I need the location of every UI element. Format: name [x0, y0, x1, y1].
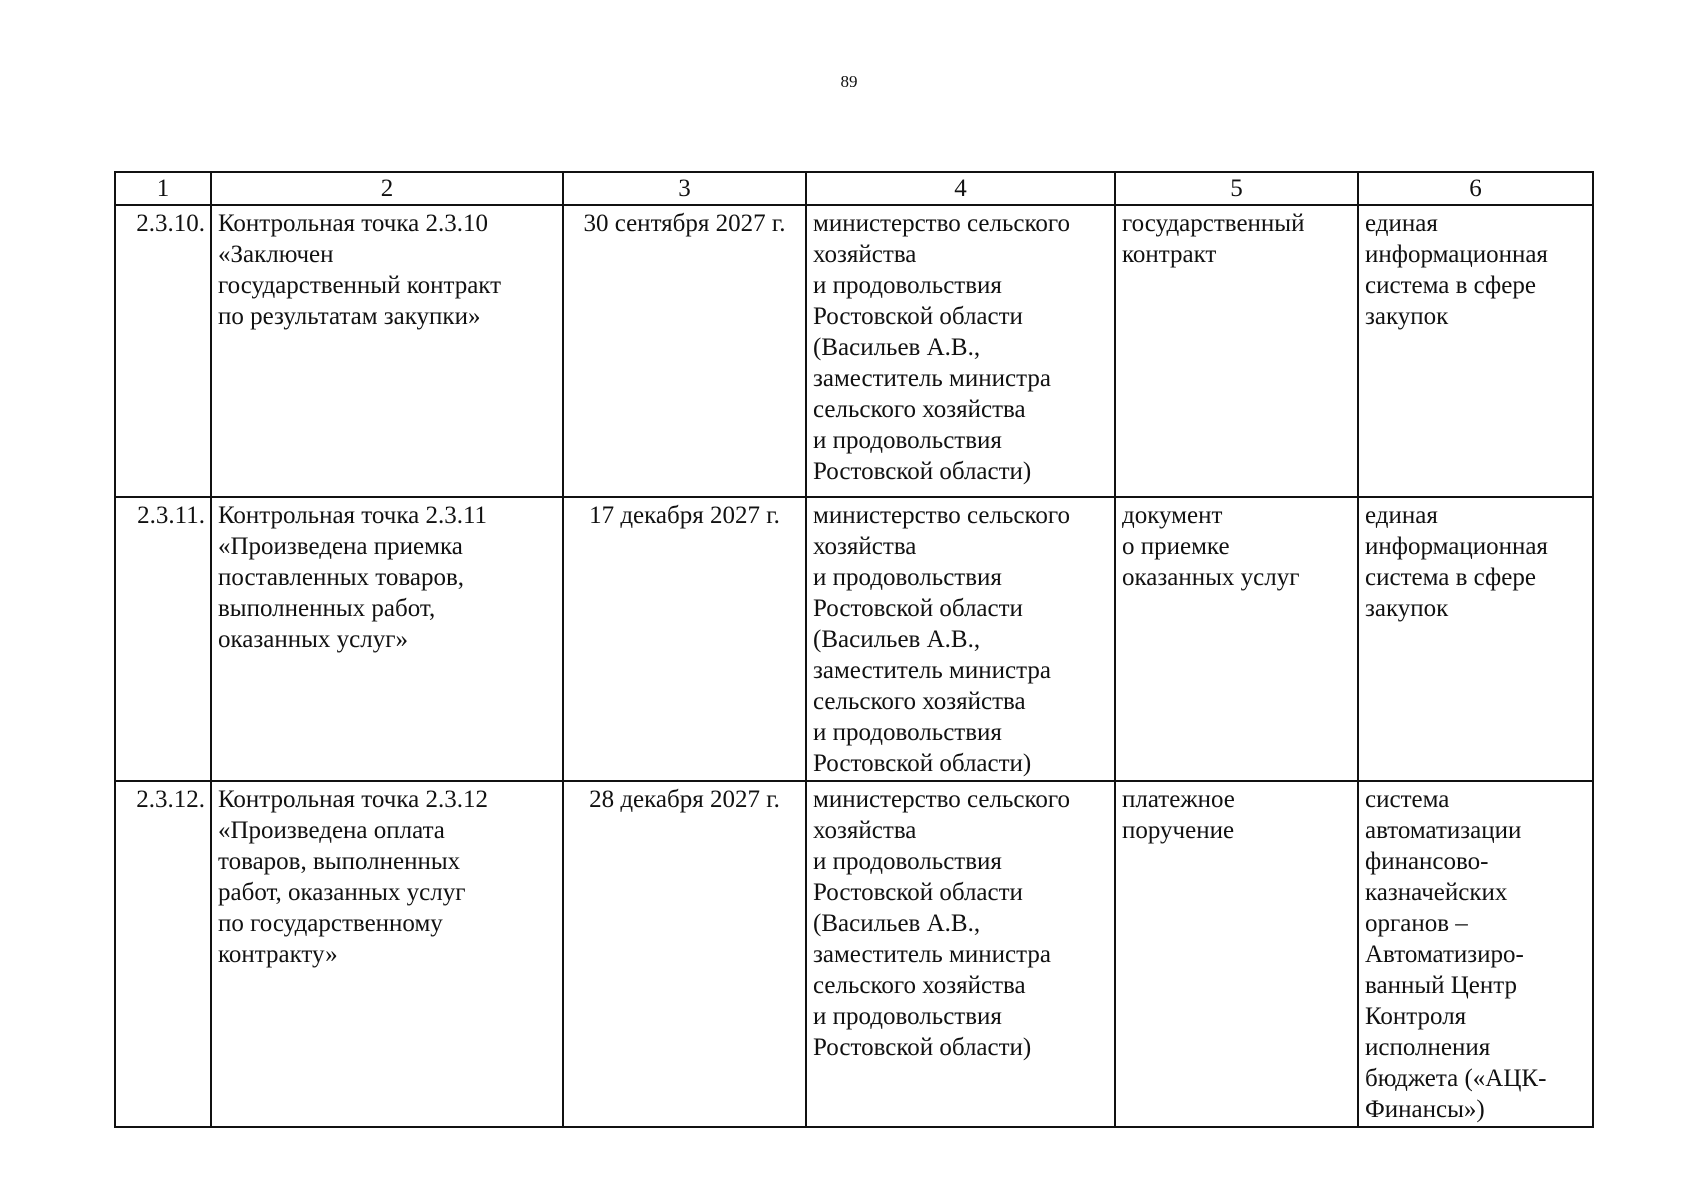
table-row — [115, 205, 1593, 497]
confirming-document: документ о приемке оказанных услуг — [1115, 497, 1358, 781]
header-col-5: 5 — [1115, 172, 1358, 205]
control-point-title: Контрольная точка 2.3.12 «Произведена оплата товаров, выполненных работ, оказанных услуг по государственному контракту» — [211, 781, 563, 1127]
table-header-row — [115, 172, 1593, 205]
confirming-document: государственный контракт — [1115, 205, 1358, 497]
row-number: 2.3.12. — [115, 781, 211, 1127]
responsible-party: министерство сельского хозяйства и продовольствия Ростовской области (Васильев А.В., заместитель министра сельского хозяйства и продовольствия Ростовской области) — [806, 497, 1115, 781]
header-col-6: 6 — [1358, 172, 1593, 205]
control-point-title: Контрольная точка 2.3.10 «Заключен государственный контракт по результатам закупки» — [211, 205, 563, 497]
page-number: 89 — [840, 72, 858, 91]
due-date: 30 сентября 2027 г. — [563, 205, 806, 497]
header-col-4: 4 — [806, 172, 1115, 205]
confirming-document: платежное поручение — [1115, 781, 1358, 1127]
responsible-party: министерство сельского хозяйства и продовольствия Ростовской области (Васильев А.В., заместитель министра сельского хозяйства и продовольствия Ростовской области) — [806, 781, 1115, 1127]
header-col-2: 2 — [211, 172, 563, 205]
row-number: 2.3.11. — [115, 497, 211, 781]
responsible-party: министерство сельского хозяйства и продовольствия Ростовской области (Васильев А.В., заместитель министра сельского хозяйства и продовольствия Ростовской области) — [806, 205, 1115, 497]
header-col-1: 1 — [115, 172, 211, 205]
information-system: система автоматизации финансово- казначейских органов – Автоматизиро- ванный Центр Контроля исполнения бюджета («АЦК- Финансы») — [1358, 781, 1593, 1127]
table-row — [115, 497, 1593, 781]
header-col-3: 3 — [563, 172, 806, 205]
due-date: 17 декабря 2027 г. — [563, 497, 806, 781]
information-system: единая информационная система в сфере закупок — [1358, 205, 1593, 497]
control-points-table — [114, 171, 1594, 1128]
row-number: 2.3.10. — [115, 205, 211, 497]
due-date: 28 декабря 2027 г. — [563, 781, 806, 1127]
table-row — [115, 781, 1593, 1127]
control-point-title: Контрольная точка 2.3.11 «Произведена приемка поставленных товаров, выполненных работ, оказанных услуг» — [211, 497, 563, 781]
information-system: единая информационная система в сфере закупок — [1358, 497, 1593, 781]
